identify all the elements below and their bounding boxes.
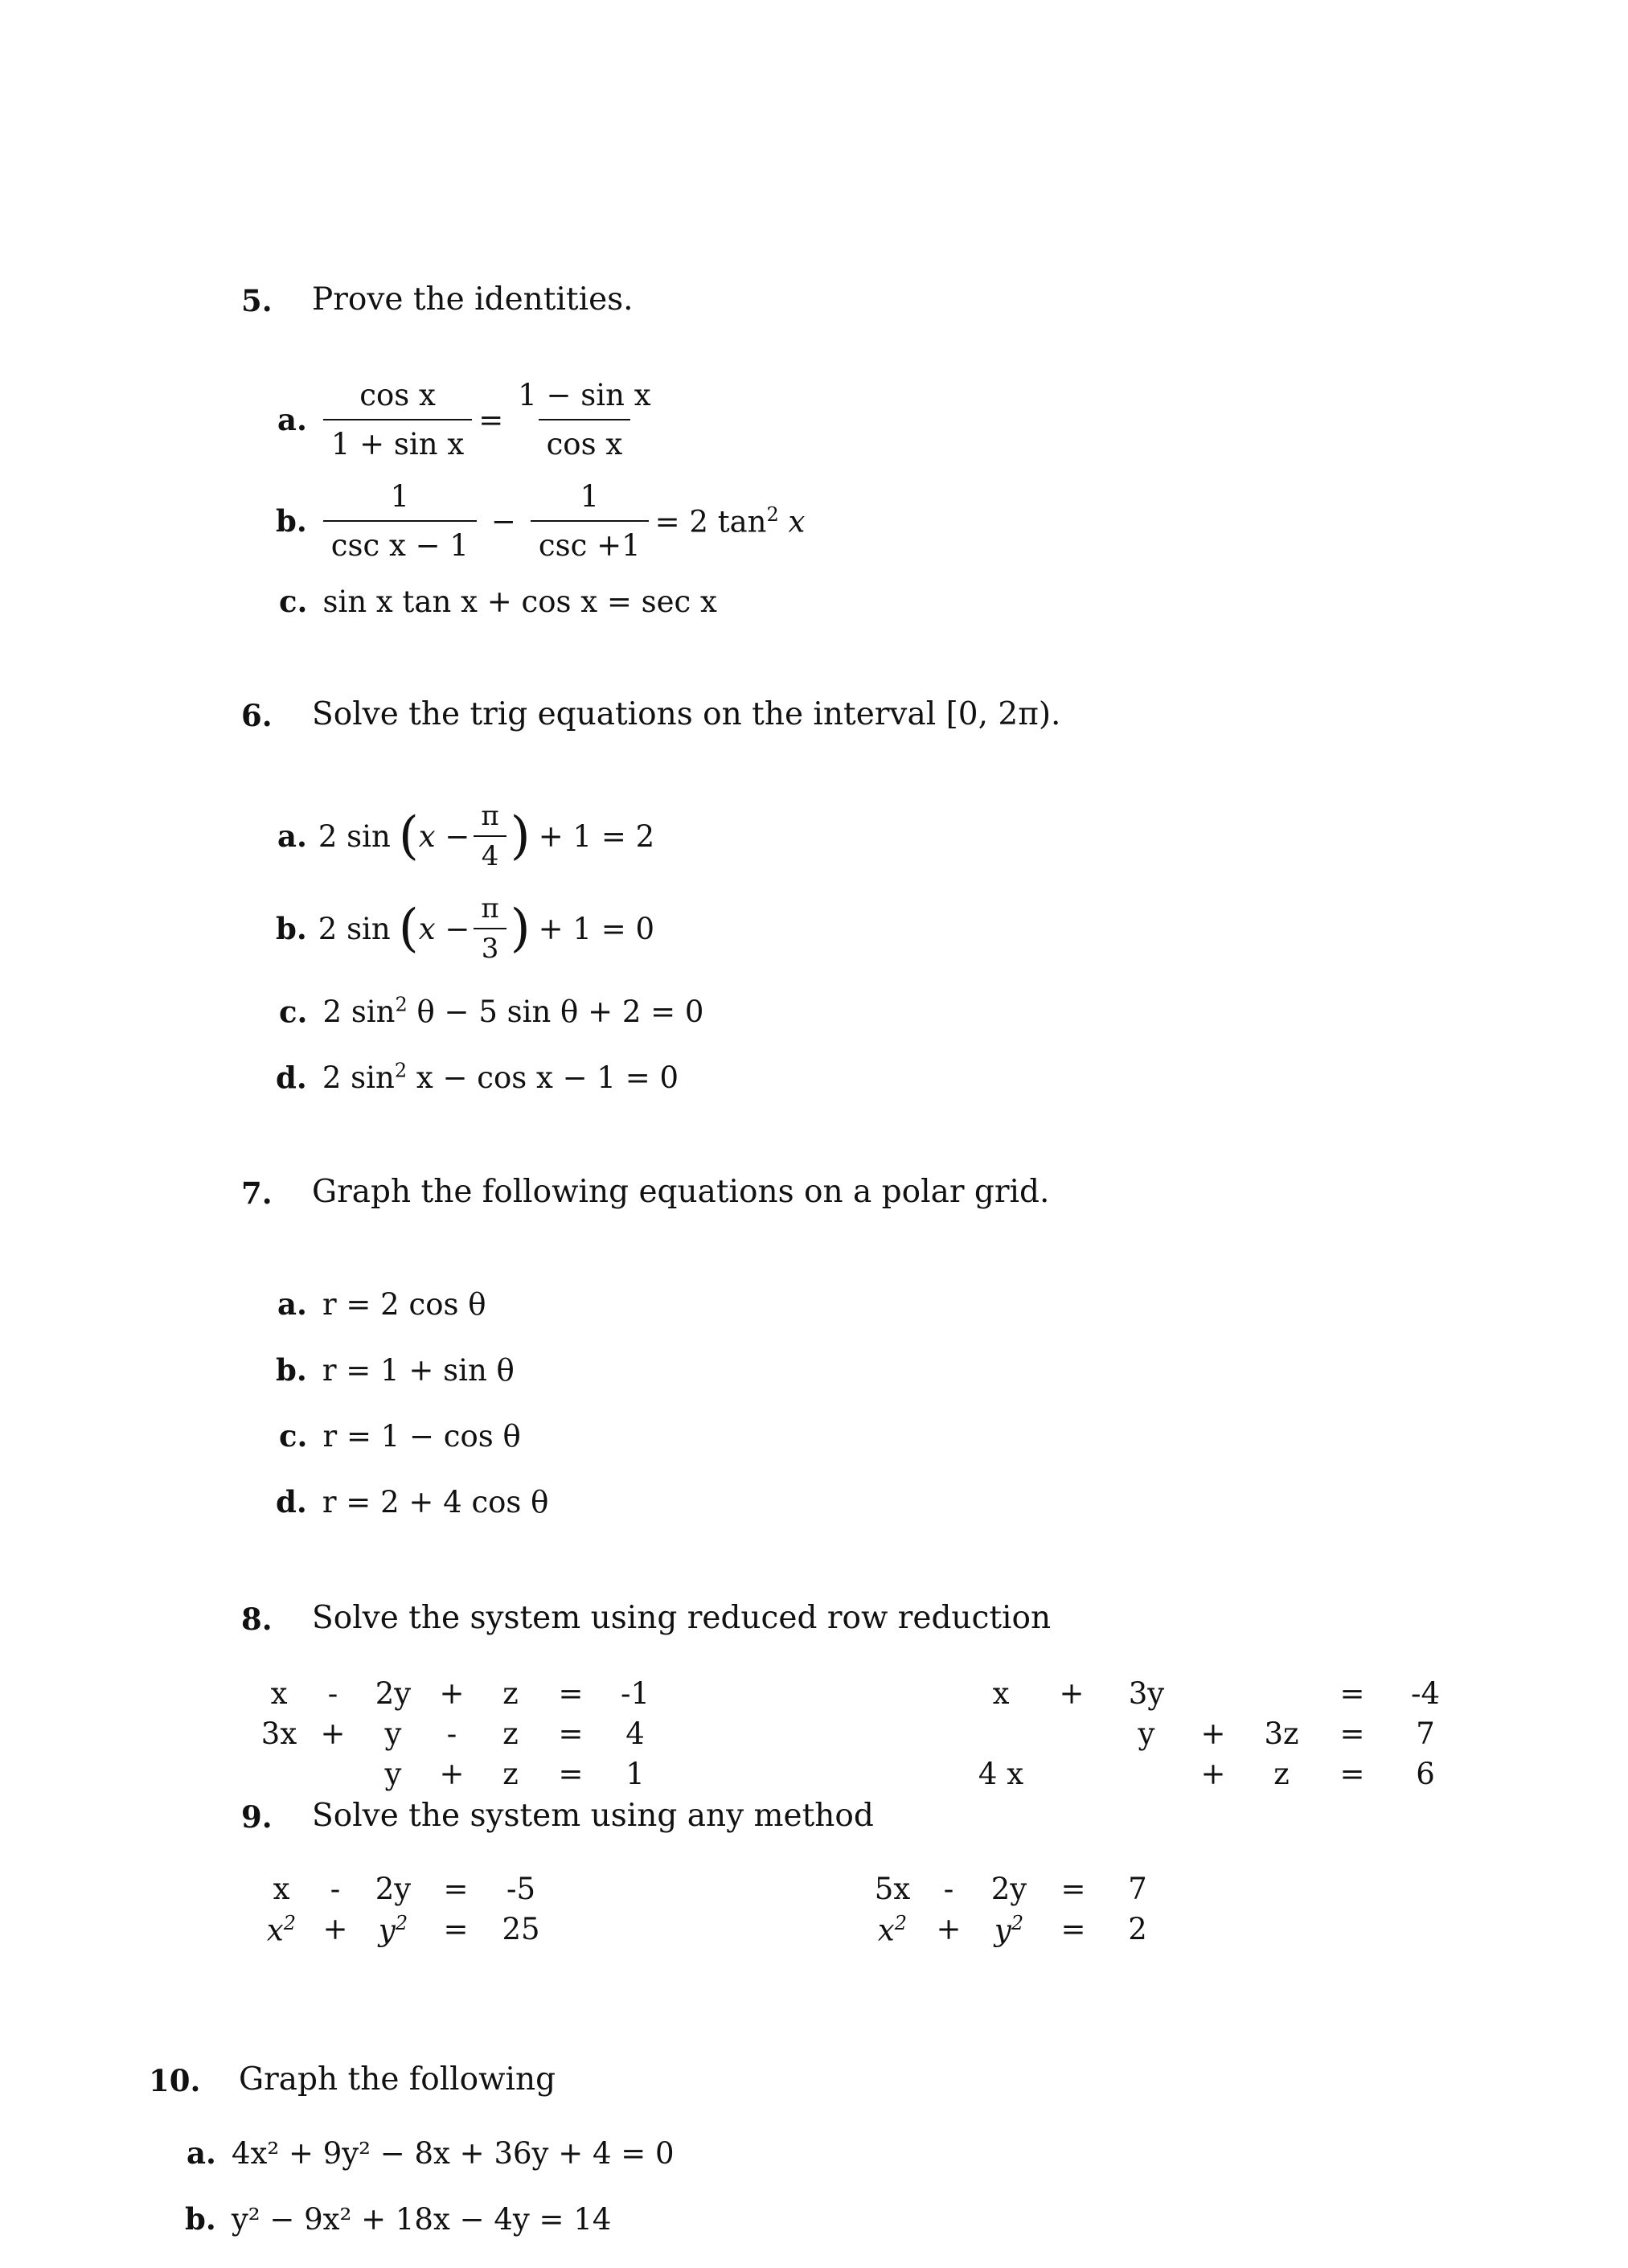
q6b-fden: 3 <box>474 928 507 965</box>
q6b-pre: 2 sin <box>318 911 391 946</box>
q8-s2-row: x + 3y = -4 <box>992 1676 1441 1711</box>
q10b-label: b. <box>185 2201 216 2237</box>
q8-title: Solve the system using reduced row reduction <box>312 1600 1052 1636</box>
q7b-expr: r = 1 + sin θ <box>322 1353 515 1388</box>
q7c <box>279 1418 521 1454</box>
q5a-num2: 1 − sin x <box>518 378 651 412</box>
q6-title: Solve the trig equations on the interval [0, 2π). <box>312 696 1061 732</box>
q5b-den1: csc x − 1 <box>323 520 477 563</box>
q7a-expr: r = 2 cos θ <box>322 1287 486 1322</box>
q7-number: 7. <box>241 1175 273 1211</box>
q7d <box>276 1484 548 1520</box>
q5b-rhs: = 2 $\tan^2 x$ <box>654 502 806 539</box>
q6c-expr: 2 $\sin^2 \theta - 5$ sin θ + 2 = 0 <box>322 994 704 1030</box>
q9-s1-row: $x^2$ + $y^2$ = 25 <box>266 1912 540 1948</box>
q6a-label: a. <box>277 818 307 854</box>
q6b-fnum: π <box>481 892 499 925</box>
q6d-expr: 2 $\sin^2 x - \cos x - 1 = 0$ <box>322 1060 679 1096</box>
q10b <box>185 2201 611 2237</box>
q5a <box>277 378 666 461</box>
q7a-label: a. <box>277 1286 307 1322</box>
q10a-label: a. <box>187 2135 216 2171</box>
q7b <box>276 1352 515 1388</box>
q5c <box>279 584 717 619</box>
q8-s1-row: x - 2y + z = -1 <box>270 1676 650 1711</box>
q5b <box>276 479 805 563</box>
q5b-num1: 1 <box>390 479 410 514</box>
q9-system-2 <box>868 1872 1166 1952</box>
q5b-minus: − <box>490 503 516 539</box>
q7-title: Graph the following equations on a polar grid. <box>312 1174 1050 1210</box>
q8-s2-row: 4 x + z = 6 <box>978 1757 1435 1791</box>
q6a-var: x − <box>418 818 470 854</box>
q6b-var: x − <box>418 911 470 946</box>
q6a-post: + 1 = 2 <box>538 818 655 854</box>
q6-number: 6. <box>241 698 273 733</box>
q10-number: 10. <box>149 2063 201 2098</box>
q6b-post: + 1 = 0 <box>538 911 655 946</box>
q8-number: 8. <box>241 1602 273 1637</box>
q10a-expr: 4x² + 9y² − 8x + 36y + 4 = 0 <box>231 2136 675 2171</box>
q5c-expr: sin x tan x + cos x = sec x <box>322 584 717 619</box>
q9-s2-row: 5x - 2y = 7 <box>874 1872 1147 1906</box>
q6a: a. 2 sin ( x − $\frac{\pi}{4}$ ) + 1 = 2 <box>277 800 655 872</box>
q8-system-1 <box>257 1676 667 1797</box>
q6b: b. 2 sin ( x − $\frac{\pi}{3}$ ) + 1 = 0 <box>276 892 655 965</box>
q9-s2-row: $x^2$ + $y^2$ = 2 <box>877 1912 1147 1948</box>
q10b-expr: y² − 9x² + 18x − 4y = 14 <box>231 2202 612 2237</box>
q5c-label: c. <box>279 584 308 619</box>
q6a-pre: 2 sin <box>318 818 391 854</box>
q8-s1-row: 3x + y - z = 4 <box>260 1716 645 1751</box>
q6a-fden: 4 <box>474 835 507 872</box>
q9-title: Solve the system using any method <box>312 1798 874 1834</box>
q7c-label: c. <box>279 1418 308 1454</box>
q5a-den1: 1 + sin x <box>323 419 472 461</box>
q6b-label: b. <box>276 911 307 946</box>
q5b-den2: csc +1 <box>531 520 649 563</box>
q9-s1-row: x - 2y = -5 <box>273 1872 536 1906</box>
q9-system-1 <box>257 1872 552 1952</box>
q10a <box>187 2135 675 2171</box>
q7d-expr: r = 2 + 4 cos θ <box>322 1485 549 1520</box>
q5b-num2: 1 <box>580 479 600 514</box>
q8-s1-row: y + z = 1 <box>384 1757 645 1791</box>
q6c-label: c. <box>279 994 308 1030</box>
q8-system-2 <box>973 1676 1462 1797</box>
q5-number: 5. <box>241 283 273 318</box>
q8-s2-row: y + 3z = 7 <box>1138 1716 1435 1751</box>
q6d <box>276 1060 679 1095</box>
q7a <box>277 1286 486 1322</box>
q9-number: 9. <box>241 1799 273 1835</box>
q7c-expr: r = 1 − cos θ <box>322 1419 521 1454</box>
q5a-label: a. <box>277 402 307 437</box>
q5a-num1: cos x <box>359 378 436 412</box>
q10-title: Graph the following <box>239 2061 556 2098</box>
q5a-equals: = <box>478 402 504 437</box>
q5a-den2: cos x <box>539 419 631 461</box>
q7d-label: d. <box>276 1484 307 1520</box>
q6d-label: d. <box>276 1060 307 1096</box>
q7b-label: b. <box>276 1352 307 1388</box>
q5b-label: b. <box>276 503 307 539</box>
q6c <box>279 994 703 1029</box>
q5-title: Prove the identities. <box>312 281 634 318</box>
q6a-fnum: π <box>481 800 499 832</box>
